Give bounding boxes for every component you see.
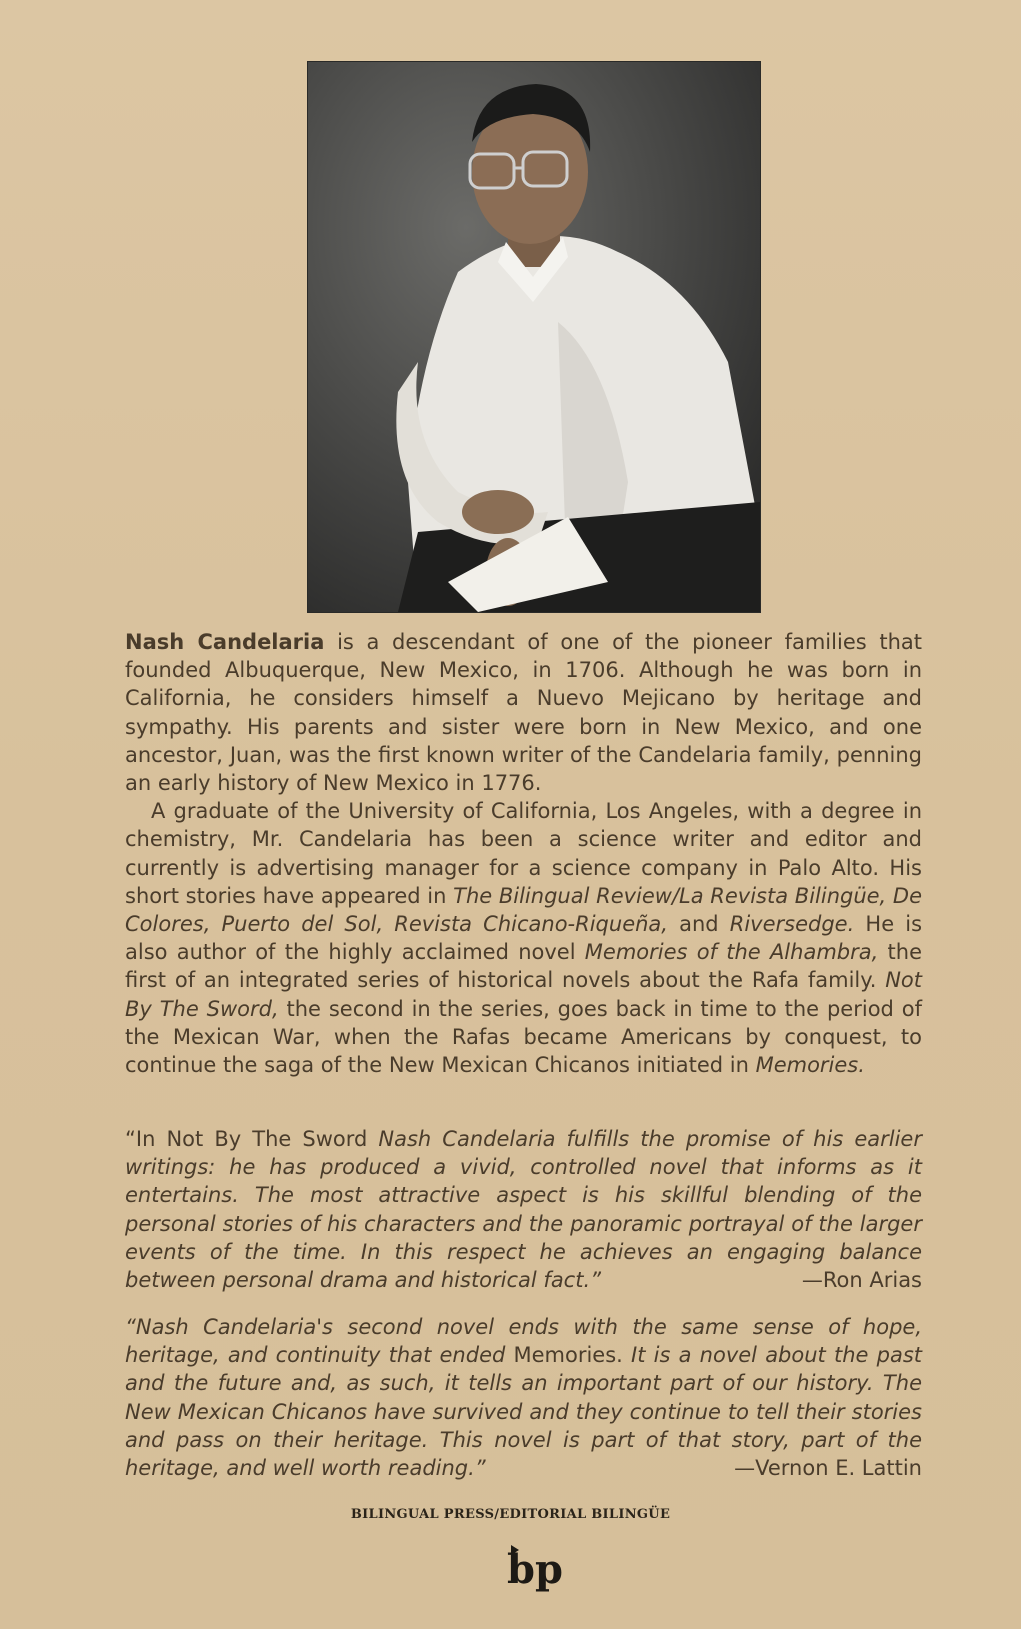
- bio-paragraph-2: A graduate of the University of California, Los Angeles, with a degree in chemistry, Mr. Candelaria has been a science writer and editor and currently is advertising manager for a science company in Palo Alto. His short stories have appeared in The Bilingual Review/La Revista Bilingüe, De Colores, Puerto del Sol, Revista Chicano-Riqueña, and Riversedge. He is also author of the highly acclaimed novel Memories of the Alhambra, the first of an integrated series of historical novels about the Rafa family. Not By The Sword, the second in the series, goes back in time to the period of the Mexican War, when the Rafas became Americans by conquest, to continue the saga of the New Mexican Chicanos initiated in Memories.: [125, 799, 923, 1078]
- author-biography: [125, 628, 922, 1079]
- quote-2-attribution: —Vernon E. Lattin: [734, 1456, 922, 1481]
- author-photo: [307, 61, 761, 613]
- review-quote-2: “Nash Candelaria's second novel ends with the same sense of hope, heritage, and continuity that ended Memories. It is a novel about the past and the future and, as such, it tells an important part of our history. The New Mexican Chicanos have survived and they continue to tell their stories and pass on their heritage. This novel is part of that story, part of the heritage, and well worth reading.” —Vernon E. Lattin: [125, 1313, 922, 1482]
- publisher-name: BILINGUAL PRESS/EDITORIAL BILINGÜE: [350, 1507, 671, 1522]
- publisher-logo-icon: [505, 1543, 565, 1593]
- quote-1-attribution: —Ron Arias: [801, 1268, 922, 1293]
- svg-text:bp: bp: [507, 1546, 563, 1593]
- bio-paragraph-1: Nash Candelaria is a descendant of one of the pioneer families that founded Albuquerque, New Mexico, in 1706. Although he was born in California, he considers himself a Nuevo Mejicano by heritage and sympathy. His parents and sister were born in New Mexico, and one ancestor, Juan, was the first known writer of the Candelaria family, penning an early history of New Mexico in 1776.: [125, 630, 922, 796]
- review-quote-1: “In Not By The Sword Nash Candelaria fulfills the promise of his earlier writings: he has produced a vivid, controlled novel that informs as it entertains. The most attractive aspect is his skillful blending of the personal stories of his characters and the panoramic portrayal of the larger events of the time. In this respect he achieves an engaging balance between personal drama and historical fact.” —Ron Arias: [125, 1125, 922, 1294]
- author-name: Nash Candelaria: [125, 630, 325, 654]
